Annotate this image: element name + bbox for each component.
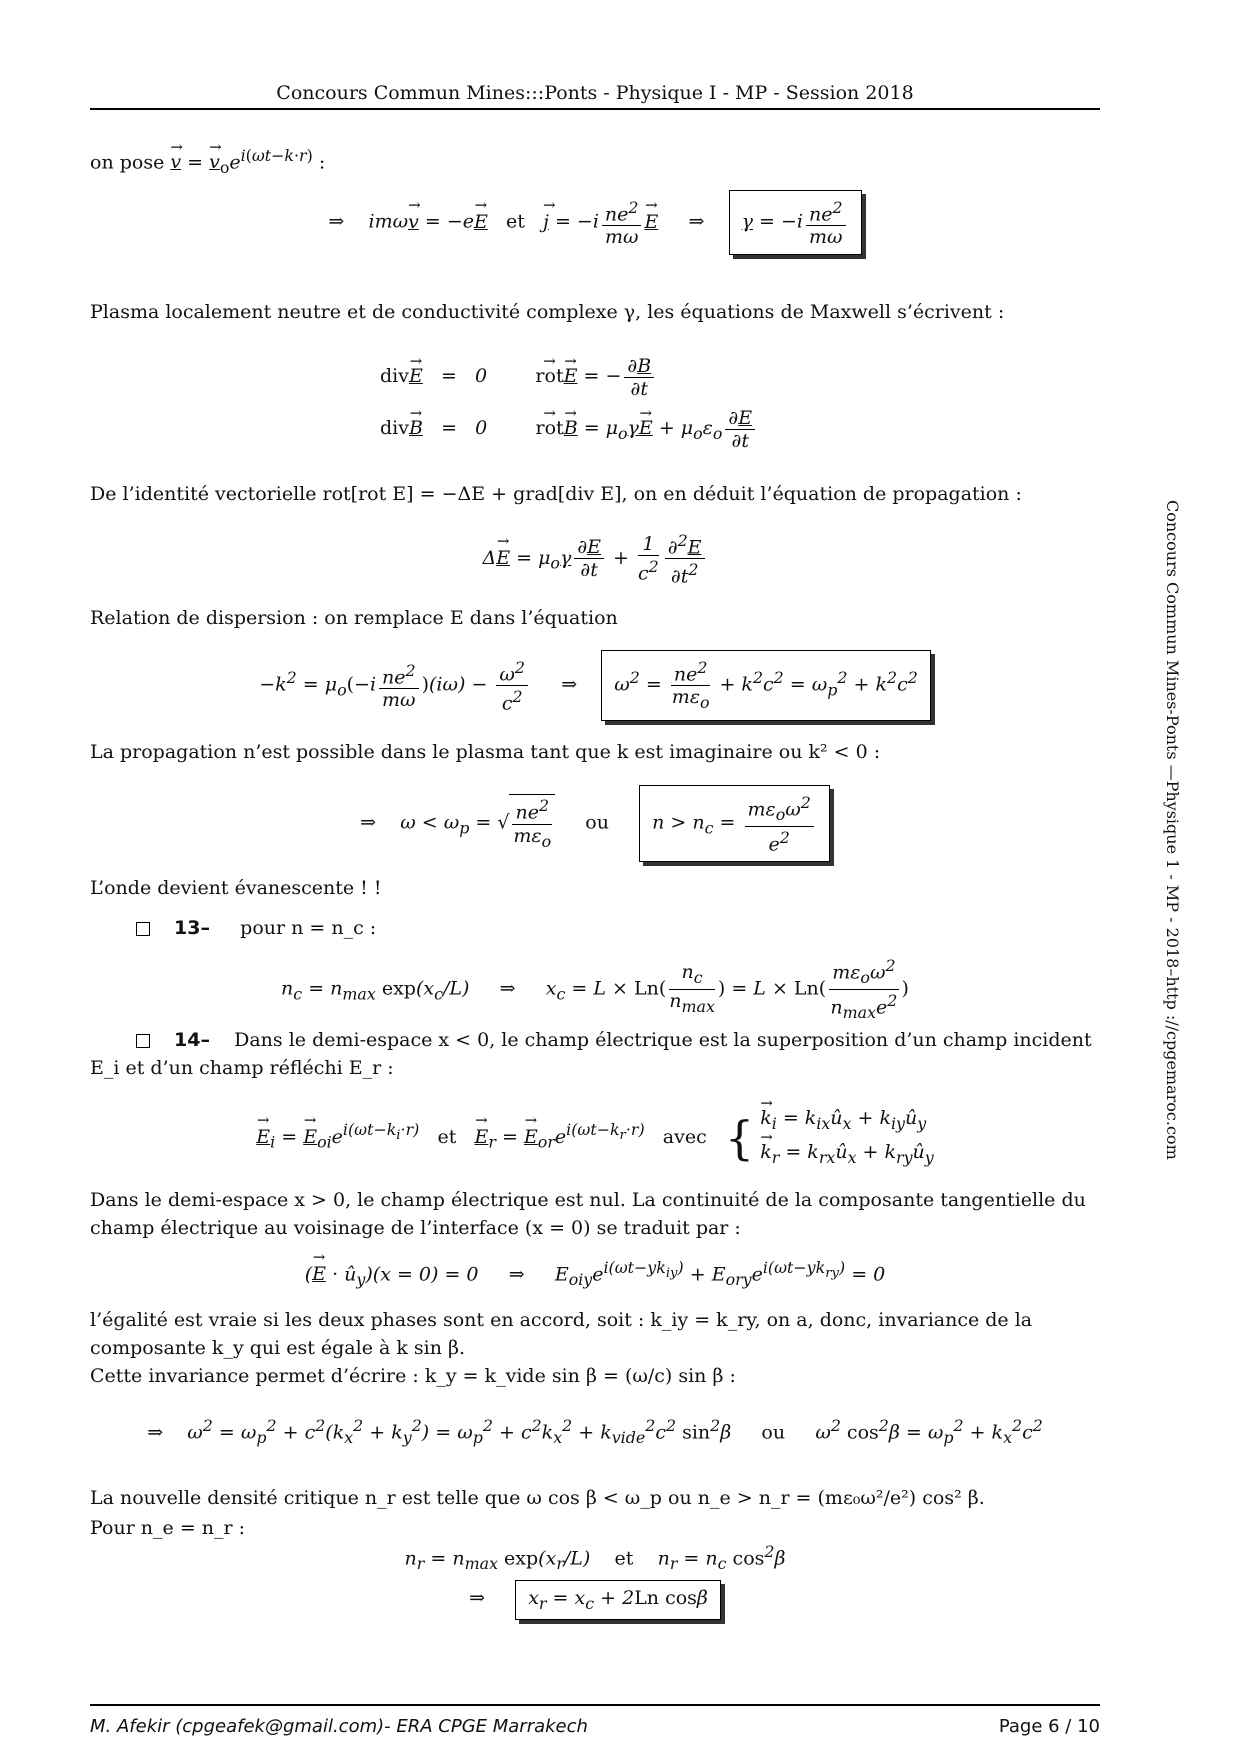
paragraph-2: Plasma localement neutre et de conductivité complexe γ, les équations de Maxwell s’écrivent : [90,301,1005,323]
equation-invariance: ⇒ $\omega^2 = \omega_p^2 + c^2(k_x^2 + k_y^2) = \omega_p^2 + c^2k_x^2 + k_{vide}^2c^2$ $\sin^2\beta$ ou $\omega^2$ $\cos^2\beta = \omega_p^2 + k_x^2c^2$ [147,1416,1043,1448]
maxwell-equations: div→ E = 0 → rot→ E = − $\frac{\partial B}{\partial t}$ div→ B = 0 → $rot\to B = \mu_o\gamma\to E + \mu_o\varepsilon_o$ $\frac{\partial E}{\partial t}$ [380,350,840,460]
result-box-gamma: γ = −i $\frac{ne^2}{m\omega}$ [729,190,862,255]
equation-fields: → $E_i$ = → $E_{oi}e^{i(\omega t-k_i\cdot r)}$ et → $E_r$ = → $E_{or}e^{i(\omega t-k_r\cdot r)}$ avec { → $k_i$ = $k_{ix}û_x$ + $k_{iy}û_y$ → $k_r$ = $k_{rx}û_x$ + $k_{ry}û_y$ [90,1104,1100,1172]
equation-xc: $n_c = n_{max}$ $\exp(x_c/L)$ ⇒ $x_c = L \times Ln$( $\frac{n_c}{n_{max}}$ ) = L × Ln( $\frac{m\varepsilon_o\omega^2}{n_{max}e^2}$ ) [281,956,909,1023]
checkbox-icon [136,922,150,936]
paragraph-11: Pour n_e = n_r : [90,1517,246,1539]
equation-continuity: (→ $E \cdot û_y)(x = 0) = 0$ ⇒ $E_{oiy}e^{i(\omega t-yk_{iy})} + E_{ory}e^{i(\omega t-yk_{ry})} = 0$ [90,1258,1100,1289]
footer-rule [90,1704,1100,1706]
paragraph-3: De l’identité vectorielle rot[rot E] = −ΔE + grad[div E], on en déduit l’équation de propagation : [90,483,1022,505]
equation-conductivity: ⇒ imω→ v = −e→ E et → j = −i $\frac{ne^2}{m\omega}$ → E ⇒ γ = −i $\frac{ne^2}{m\omega}$ [90,190,1100,255]
result-box-dispersion: $\omega^2$ = $\frac{ne^2}{m\varepsilon_o}$ + $k^2c^2 = \omega_p^2 + k^2c^2$ [601,650,931,721]
paragraph-6: L’onde devient évanescente ! ! [90,877,382,899]
paragraph-7: Dans le demi-espace x > 0, le champ électrique est nul. La continuité de la composante tangentielle du champ électrique au voisinage de l’interface (x = 0) se traduit par : [90,1189,1086,1239]
equation-cutoff: ⇒ $\omega < \omega_p$ = √ $\frac{ne^2}{m\varepsilon_o}$ ou $n > n_c$ = $\frac{m\varepsilon_o\omega^2}{e^2}$ [90,785,1100,862]
equation-propagation: $\Delta\to E = \mu_o\gamma$ $\frac{\partial E}{\partial t}$ + $\frac{1}{c^2}$ $\frac{\partial^2E}{\partial t^2}$ [90,530,1100,588]
paragraph-5: La propagation n’est possible dans le plasma tant que k est imaginaire ou k² < 0 : [90,741,881,763]
paragraph-10: La nouvelle densité critique n_r est telle que ω cos β < ω_p ou n_e > n_r = (mε₀ω²/e²) cos² β. [90,1487,985,1509]
page-header: Concours Commun Mines:::Ponts - Physique I - MP - Session 2018 [276,82,914,104]
paragraph-8: l’égalité est vraie si les deux phases sont en accord, soit : k_iy = k_ry, on a, donc, invariance de la composante k_y qui est égale à k sin β. [90,1309,1033,1359]
result-box-critical-density: $n > n_c$ = $\frac{m\varepsilon_o\omega^2}{e^2}$ [639,785,830,862]
header-rule [90,108,1100,110]
result-box-xr: $x_r = x_c + 2Ln$ cosβ [515,1580,721,1620]
paragraph-1: on pose → v = → $v_oe^{i(\omega t-k\cdot r)}$ : [90,142,1100,182]
equation-nr: $n_r = n_{max}$ $\exp(x_r/L)$ et $n_r = n_c$ $\cos^2\beta$ [404,1542,786,1574]
checkbox-icon [136,1034,150,1048]
equation-dispersion: $-k^2 = \mu_o(-i$ $\frac{ne^2}{m\omega}$ )(iω) − $\frac{\omega^2}{c^2}$ ⇒ $\omega^2$ = $\frac{ne^2}{m\varepsilon_o}$ + $k^2c^2 = \omega_p^2 + k^2c^2$ [90,650,1100,721]
paragraph-4: Relation de dispersion : on remplace E dans l’équation [90,607,618,629]
equation-xr: ⇒ $x_r = x_c + 2Ln$ cosβ [90,1580,1100,1620]
question-14: 14– Dans le demi-espace x < 0, le champ électrique est la superposition d’un champ incident E_i et d’un champ réfléchi E_r : [90,1029,1092,1079]
footer-page-number: Page 6 / 10 [998,1716,1100,1737]
footer-author: M. Afekir (cpgeafek@gmail.com)- ERA CPGE Marrakech [90,1716,588,1737]
sidebar-vertical-text: Concours Commun Mines-Ponts —Physique 1 - MP - 2018–http ://cpgemaroc.com [1163,500,1182,1160]
paragraph-9: Cette invariance permet d’écrire : k_y = k_vide sin β = (ω/c) sin β : [90,1365,736,1387]
question-13: 13– pour n = n_c : [136,914,1036,942]
